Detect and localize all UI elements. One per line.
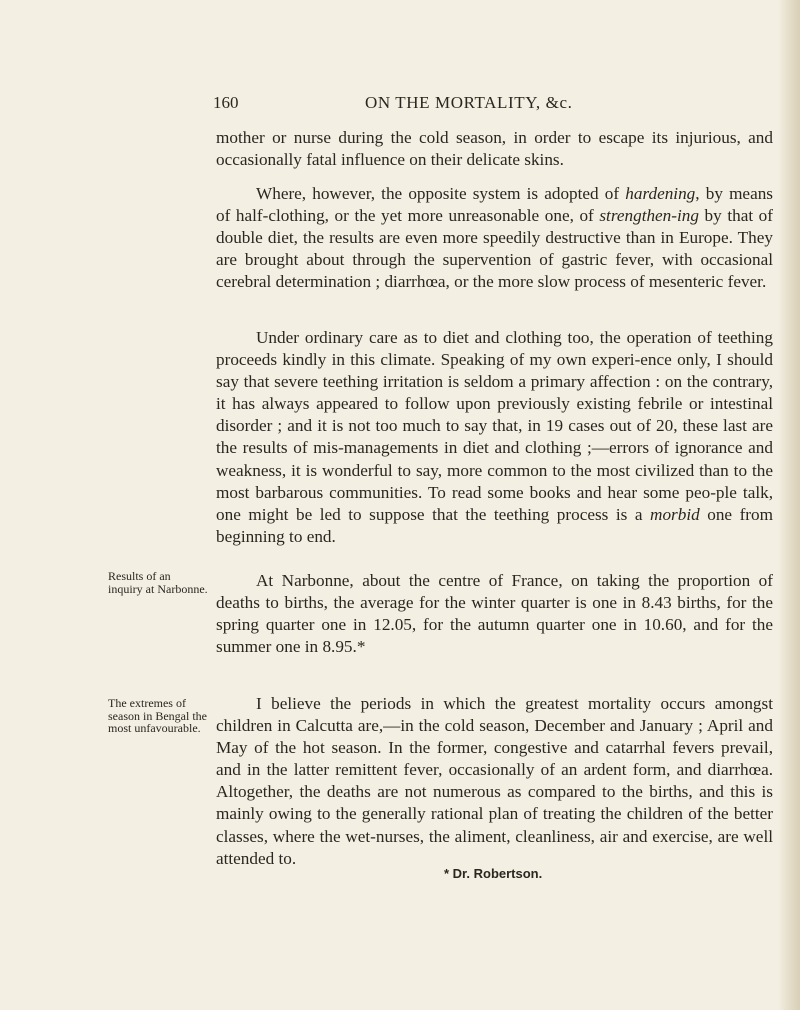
paragraph-hardening: Where, however, the opposite system is adopted of hardening, by means of half-clothing, or the yet more unreasonable one, of strengthen-ing by that of double diet, the results are even more speedily destructive than in Europe. They are brought about through the supervention of gastric fever, with occasional cerebral determination ; diarrhœa, or the more slow process of mesenteric fever. bbox=[216, 184, 773, 292]
paragraph-calcutta: I believe the periods in which the greatest mortality occurs amongst children in Calcutta are,—in the cold season, December and January ; April and May of the hot season. In the former, congestive and catarrhal fevers prevail, and in the latter remittent fever, occasionally of an ardent form, and diarrhœa. Altogether, the deaths are not numerous as compared to the births, and this is mainly owing to the generally rational plan of treating the children of the better classes, where the wet-nurses, the aliment, cleanliness, air and exercise, are well attended to. bbox=[216, 694, 773, 868]
margin-note-narbonne: Results of an inquiry at Narbonne. bbox=[108, 569, 208, 596]
paragraph-teething: Under ordinary care as to diet and clothing too, the operation of teething proceeds kindly in this climate. Speaking of my own experi-ence only, I should say that severe teething irritation is seldom a primary affection : on the contrary, it has always appeared to follow upon previously existing febrile or intestinal disorder ; and it is not too much to say that, in 19 cases out of 20, these last are the results of mis-managements in diet and clothing ;—errors of ignorance and weakness, it is wonderful to say, more common to the most civilized than to the most barbarous communities. To read some books and hear some peo-ple talk, one might be led to suppose that the teething process is a morbid one from beginning to end. bbox=[216, 328, 773, 546]
emphasis-strengthening: strengthen-ing bbox=[599, 206, 699, 226]
running-header bbox=[213, 93, 778, 117]
footnote: * Dr. Robertson. bbox=[444, 866, 543, 881]
emphasis-hardening: hardening bbox=[625, 184, 696, 203]
page-edge-shadow bbox=[778, 0, 800, 1010]
page-number: 160 bbox=[213, 93, 239, 112]
emphasis-morbid: morbid bbox=[650, 504, 700, 524]
running-title: ON THE MORTALITY, &c. bbox=[365, 93, 573, 112]
paragraph-continuation: mother or nurse during the cold season, in order to escape its injurious, and occasionally fatal influence on their delicate skins. bbox=[216, 128, 773, 170]
paragraph-narbonne: At Narbonne, about the centre of France, on taking the proportion of deaths to births, the average for the winter quarter is one in 8.43 births, for the spring quarter one in 12.05, for the autumn quarter one in 10.60, and for the summer one in 8.95.* bbox=[216, 571, 773, 657]
margin-note-bengal: The extremes of season in Bengal the most unfavourable. bbox=[108, 696, 207, 735]
